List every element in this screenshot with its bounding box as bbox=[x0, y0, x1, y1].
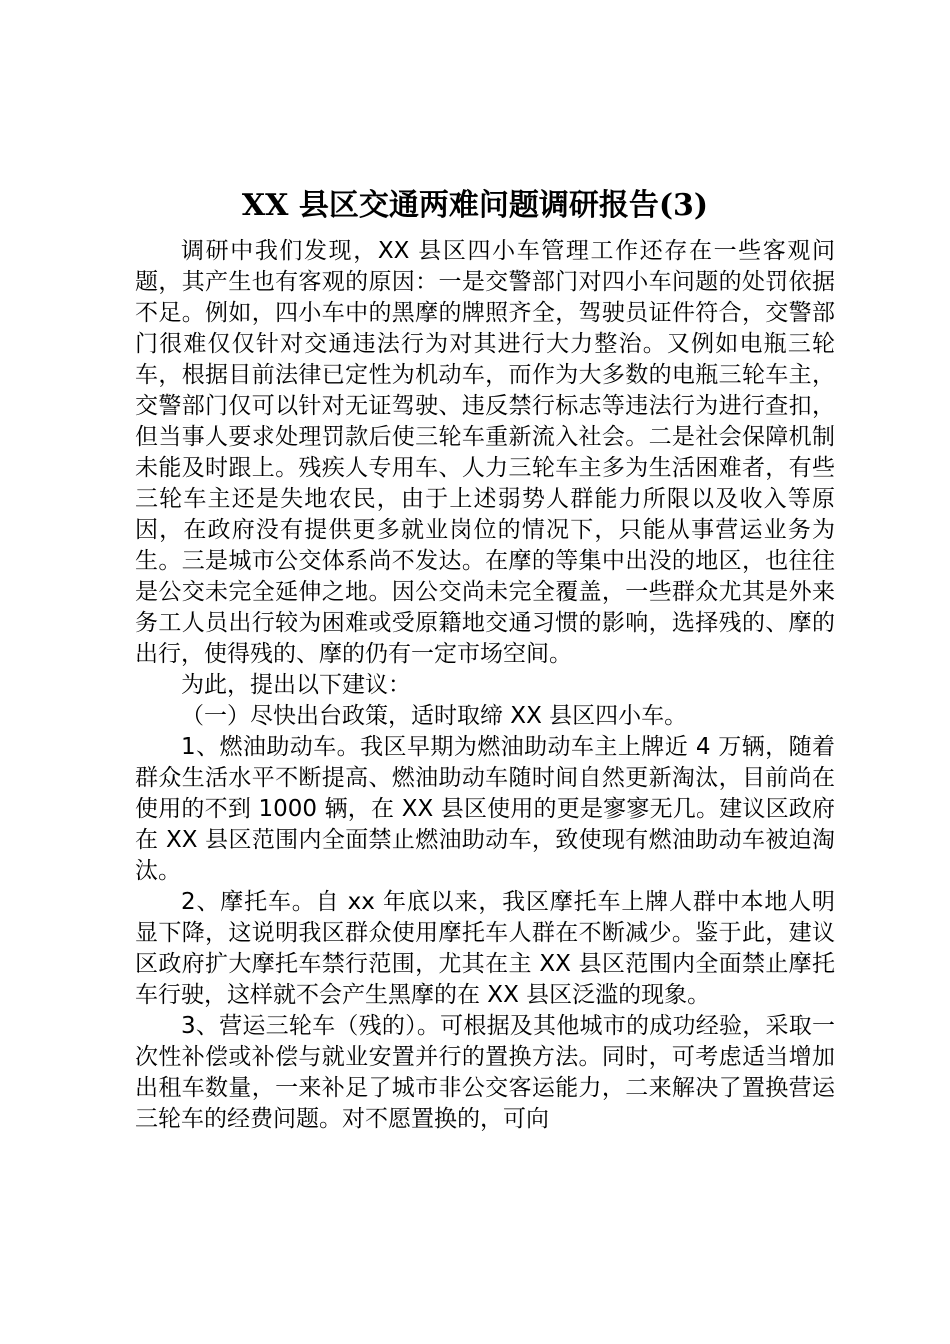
document-title: XX 县区交通两难问题调研报告(3) bbox=[241, 188, 709, 223]
paragraph-item-fuel-moped: 1、燃油助动车。我区早期为燃油助动车主上牌近 4 万辆，随着群众生活水平不断提高、燃油助动车随时间自然更新淘汰，目前尚在使用的不到 1000 辆，在 XX 县区使用的更是寥寥无几。建议区政府在 XX 县区范围内全面禁止燃油助动车，致使现有燃油助动车被迫淘汰。 bbox=[135, 734, 835, 884]
paragraph-findings: 调研中我们发现，XX 县区四小车管理工作还存在一些客观问题，其产生也有客观的原因：一是交警部门对四小车问题的处罚依据不足。例如，四小车中的黑摩的牌照齐全，驾驶员证件符合，交警部门很难仅仅针对交通违法行为对其进行大力整治。又例如电瓶三轮车，根据目前法律已定性为机动车，而作为大多数的电瓶三轮车主，交警部门仅可以针对无证驾驶、违反禁行标志等违法行为进行查扣，但当事人要求处理罚款后使三轮车重新流入社会。二是社会保障机制未能及时跟上。残疾人专用车、人力三轮车主多为生活困难者，有些三轮车主还是失地农民，由于上述弱势人群能力所限以及收入等原因，在政府没有提供更多就业岗位的情况下，只能从事营运业务为生。三是城市公交体系尚不发达。在摩的等集中出没的地区，也往往是公交未完全延伸之地。因公交尚未完全覆盖，一些群众尤其是外来务工人员出行较为困难或受原籍地交通习惯的影响，选择残的、摩的出行，使得残的、摩的仍有一定市场空间。 bbox=[135, 238, 835, 667]
document-body bbox=[135, 236, 835, 1135]
paragraph-item-tricycle: 3、营运三轮车（残的）。可根据及其他城市的成功经验，采取一次性补偿或补偿与就业安置并行的置换方法。同时，可考虑适当增加出租车数量，一来补足了城市非公交客运能力，二来解决了置换营运三轮车的经费问题。对不愿置换的，可向 bbox=[135, 1013, 835, 1132]
paragraph-section-heading: （一）尽快出台政策，适时取缔 XX 县区四小车。 bbox=[181, 703, 688, 729]
paragraph-proposal-intro: 为此，提出以下建议： bbox=[181, 672, 411, 698]
paragraph-item-motorcycle: 2、摩托车。自 xx 年底以来，我区摩托车上牌人群中本地人明显下降，这说明我区群众使用摩托车人群在不断减少。鉴于此，建议区政府扩大摩托车禁行范围，尤其在主 XX 县区范围内全面禁止摩托车行驶，这样就不会产生黑摩的在 XX 县区泛滥的现象。 bbox=[135, 889, 835, 1008]
